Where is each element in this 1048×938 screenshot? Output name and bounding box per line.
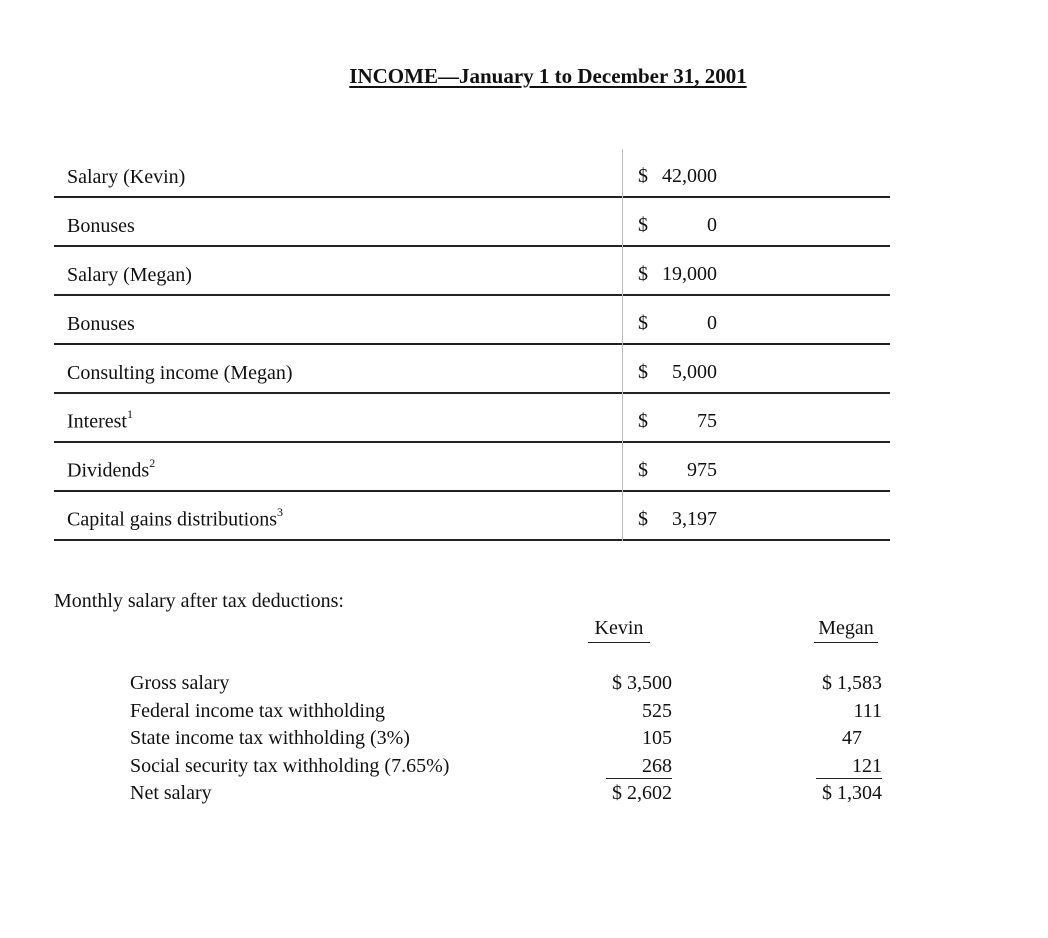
footnote-marker: 2 [149, 456, 156, 471]
deduction-row [130, 672, 890, 700]
kevin-value: 268 [606, 755, 672, 779]
income-amount: 5,000 [672, 361, 717, 383]
kevin-value: $ 3,500 [612, 672, 672, 694]
currency-symbol: $ [638, 312, 648, 334]
deduction-label: State income tax withholding (3%) [130, 727, 410, 749]
megan-value: 121 [816, 755, 882, 779]
income-amount: 19,000 [662, 263, 717, 285]
income-label: Dividends$^2$ [67, 456, 156, 482]
income-amount: 75 [697, 410, 717, 432]
income-label: Salary (Megan) [67, 264, 192, 286]
income-amount: 975 [687, 459, 717, 481]
currency-symbol: $ [638, 214, 648, 236]
monthly-heading: Monthly salary after tax deductions: [54, 590, 344, 612]
megan-value: 111 [853, 699, 882, 722]
income-amount: 0 [707, 312, 717, 334]
footnote-marker: 3 [277, 505, 283, 520]
currency-symbol: $ [638, 263, 648, 285]
column-header-kevin: Kevin [588, 617, 650, 643]
deduction-label: Gross salary [130, 672, 230, 694]
megan-value: $ 1,583 [822, 672, 882, 694]
income-label: Bonuses [67, 215, 135, 237]
deduction-label: Social security tax withholding (7.65%) [130, 754, 450, 777]
deduction-row [130, 700, 890, 728]
income-label: Salary (Kevin) [67, 166, 186, 188]
income-label: Consulting income (Megan) [67, 362, 293, 384]
currency-symbol: $ [638, 410, 648, 432]
deduction-label: Federal income tax withholding [130, 699, 385, 722]
income-row [54, 198, 890, 247]
currency-symbol: $ [638, 165, 648, 187]
deduction-row [130, 782, 890, 810]
deduction-row [130, 755, 890, 783]
income-row [54, 345, 890, 394]
kevin-value: 105 [642, 727, 672, 749]
income-row [54, 296, 890, 345]
currency-symbol: $ [638, 361, 648, 383]
deductions-table [130, 672, 890, 810]
income-amount: 0 [707, 214, 717, 236]
income-label: Interest$^1$ [67, 407, 133, 433]
page-title-text: INCOME—January 1 to December 31, 2001 [349, 64, 747, 88]
megan-value: 47 [842, 727, 862, 749]
footnote-marker: 1 [126, 407, 133, 422]
deduction-label: Net salary [130, 782, 212, 804]
kevin-value: $ 2,602 [612, 782, 672, 804]
income-row [54, 394, 890, 443]
income-table [54, 149, 890, 541]
income-amount: 42,000 [662, 165, 717, 187]
income-label: Bonuses [67, 313, 135, 335]
deduction-row [130, 727, 890, 755]
currency-symbol: $ [638, 459, 648, 481]
page-title [0, 64, 1048, 89]
income-row [54, 492, 890, 541]
income-row [54, 247, 890, 296]
column-header-megan: Megan [814, 617, 878, 643]
income-row [54, 149, 890, 198]
income-label: Capital gains distributions$^3$ [67, 505, 283, 531]
income-row [54, 443, 890, 492]
megan-value: $ 1,304 [822, 782, 882, 804]
currency-symbol: $ [638, 508, 648, 530]
kevin-value: 525 [642, 699, 672, 722]
income-amount: 3,197 [672, 508, 717, 530]
